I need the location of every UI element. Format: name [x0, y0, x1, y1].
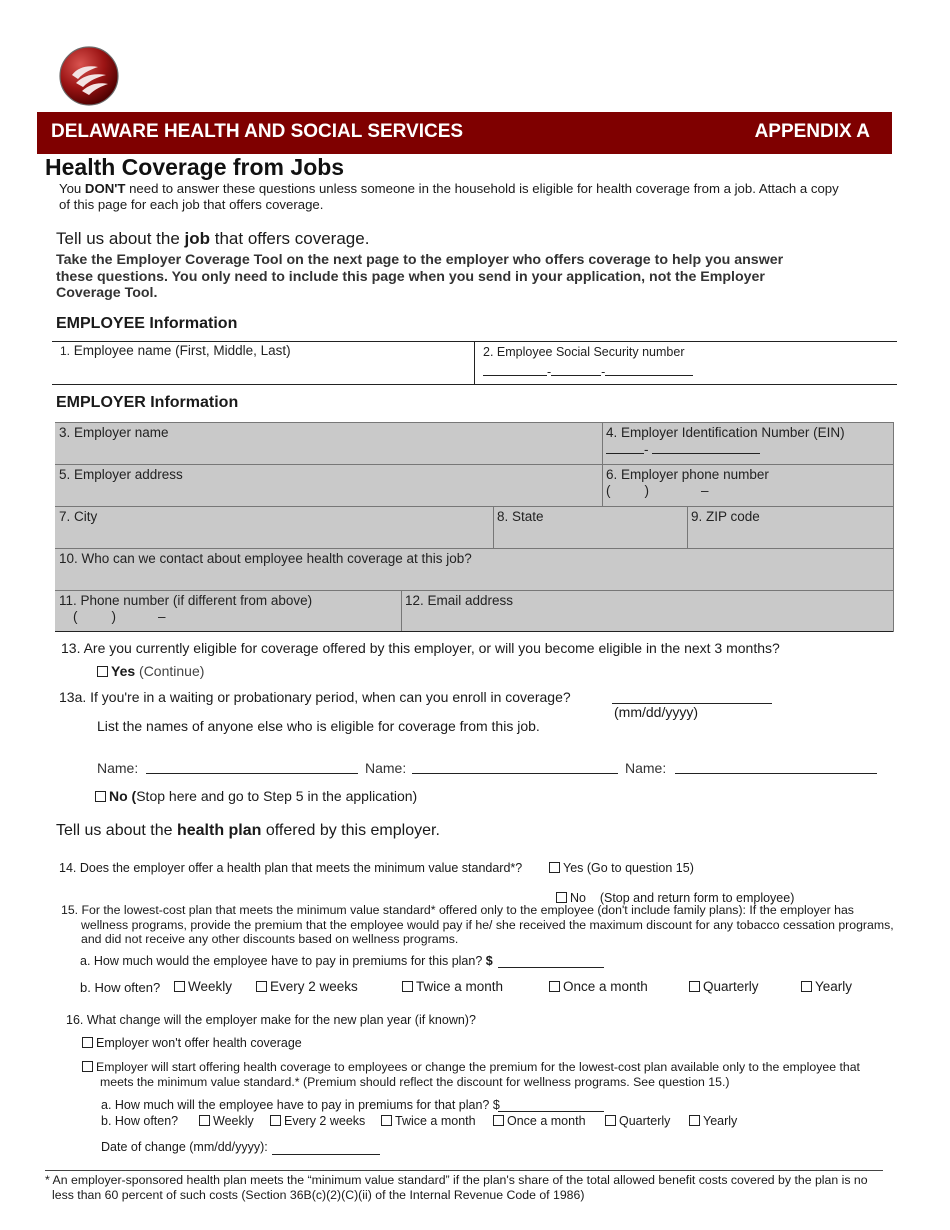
q14-yes-checkbox[interactable] [549, 862, 560, 873]
employer-name-field[interactable]: 3. Employer name [59, 425, 169, 440]
name-3-label: Name: [625, 760, 667, 776]
q16b-quarterly[interactable]: Quarterly [605, 1114, 670, 1128]
q16b-label: b. How often? [101, 1114, 179, 1128]
q15b-twice-a-month[interactable]: Twice a month [402, 979, 503, 994]
checkbox[interactable] [605, 1115, 616, 1126]
q13a-text: 13a. If you're in a waiting or probationary period, when can you enroll in coverage? [59, 689, 571, 705]
q13-text: 13. Are you currently eligible for coverage offered by this employer, or will you become eligible in the next 3 months? [61, 640, 780, 656]
checkbox[interactable] [270, 1115, 281, 1126]
checkbox[interactable] [493, 1115, 504, 1126]
q16b-yearly[interactable]: Yearly [689, 1114, 737, 1128]
employee-name-field[interactable]: 1. Employee name (First, Middle, Last) [60, 343, 291, 358]
q16-date-label: Date of change (mm/dd/yyyy): [101, 1140, 268, 1154]
page-title: Health Coverage from Jobs [45, 154, 345, 180]
checkbox[interactable] [174, 981, 185, 992]
employer-phone-field[interactable]: 6. Employer phone number ( ) – [606, 467, 769, 498]
checkbox[interactable] [689, 981, 700, 992]
checkbox[interactable] [256, 981, 267, 992]
checkbox[interactable] [82, 1061, 93, 1072]
employer-heading: EMPLOYER Information [56, 394, 239, 411]
job-section-heading: Tell us about the job that offers coverage. [56, 229, 370, 248]
plan-section-heading: Tell us about the health plan offered by this employer. [56, 822, 440, 839]
dhss-logo-icon [58, 45, 120, 107]
q15a-text: a. How much would the employee have to pay in premiums for this plan? $ [80, 954, 493, 968]
checkbox[interactable] [82, 1037, 93, 1048]
q15b-yearly[interactable]: Yearly [801, 979, 852, 994]
footnote: * An employer-sponsored health plan meets the “minimum value standard” if the plan's share of the total allowed benefit costs covered by the plan is no less than 60 percent of such costs (Section 36B(c)(2)(C)(ii) of the Internal Revenue Code of 1986) [45, 1173, 868, 1202]
employee-heading: EMPLOYEE Information [56, 315, 238, 332]
checkbox[interactable] [689, 1115, 700, 1126]
q16b-once-a-month[interactable]: Once a month [493, 1114, 586, 1128]
q15b-weekly[interactable]: Weekly [174, 979, 232, 994]
q16b-twice-a-month[interactable]: Twice a month [381, 1114, 476, 1128]
q14-yes-option[interactable]: Yes (Go to question 15) [549, 860, 694, 876]
name-1-label: Name: [97, 760, 139, 776]
q13-yes-option[interactable]: Yes (Continue) [97, 663, 204, 679]
q16-date-input[interactable] [272, 1140, 380, 1155]
agency-name: DELAWARE HEALTH AND SOCIAL SERVICES [51, 121, 464, 142]
q15-text: 15. For the lowest-cost plan that meets the minimum value standard* offered only to the employee (don't include family plans): If the employer has wellness programs, provide the premium that the employee would pay if he/ she received the maximum discount for any tobacco cessation programs, and did not receive any other discounts based on wellness programs. [61, 903, 894, 946]
name-1-input[interactable] [146, 758, 358, 774]
appendix-label: APPENDIX A [754, 121, 870, 142]
q15b-once-a-month[interactable]: Once a month [549, 979, 648, 994]
checkbox[interactable] [402, 981, 413, 992]
name-2-input[interactable] [412, 758, 618, 774]
q16a-text: a. How much will the employee have to pay in premiums for that plan? $ [101, 1098, 500, 1112]
employee-ssn-field[interactable]: 2. Employee Social Security number - - [479, 342, 894, 384]
state-field[interactable]: 8. State [497, 509, 544, 524]
employer-ein-field[interactable]: 4. Employer Identification Number (EIN) - [606, 425, 845, 457]
header-banner [37, 112, 892, 154]
q16-text: 16. What change will the employer make for the new plan year (if known)? [66, 1013, 476, 1027]
intro-text: You DON'T need to answer these questions unless someone in the household is eligible for health coverage from a job. Attach a copy of this page for each job that offers coverage. [59, 181, 839, 212]
q15b-quarterly[interactable]: Quarterly [689, 979, 759, 994]
contact-person-field[interactable]: 10. Who can we contact about employee health coverage at this job? [59, 551, 472, 566]
q16b-weekly[interactable]: Weekly [199, 1114, 254, 1128]
employer-address-field[interactable]: 5. Employer address [59, 467, 183, 482]
contact-email-field[interactable]: 12. Email address [405, 593, 514, 608]
q16a-premium-input[interactable] [498, 1097, 604, 1112]
q13-yes-checkbox[interactable] [97, 666, 108, 677]
q13-list-text: List the names of anyone else who is eligible for coverage from this job. [97, 718, 540, 734]
checkbox[interactable] [801, 981, 812, 992]
name-3-input[interactable] [675, 758, 877, 774]
q13a-date-input[interactable] [612, 688, 772, 704]
job-instructions: Take the Employer Coverage Tool on the next page to the employer who offers coverage to help you answer these questions. You only need to include this page when you send in your application, not the Employer Coverage Tool. [56, 252, 784, 301]
q15b-every-2-weeks[interactable]: Every 2 weeks [256, 979, 358, 994]
q15b-label: b. How often? [80, 980, 161, 995]
q14-no-option[interactable]: No (Stop and return form to employee) [549, 874, 794, 906]
intro-dont: DON'T [84, 181, 126, 196]
q16-no-coverage-option[interactable]: Employer won't offer health coverage [82, 1036, 302, 1050]
q16-change-option[interactable]: Employer will start offering health coverage to employees or change the premium for the lowest-cost plan available only to the employee that meets the minimum value standard.* (Premium should reflect the discount for wellness programs. See question 15.) [82, 1060, 922, 1089]
q16b-every-2-weeks[interactable]: Every 2 weeks [270, 1114, 365, 1128]
q13a-date-format: (mm/dd/yyyy) [614, 704, 698, 720]
q14-no-checkbox[interactable] [556, 892, 567, 903]
checkbox[interactable] [549, 981, 560, 992]
zip-field[interactable]: 9. ZIP code [691, 509, 760, 524]
city-field[interactable]: 7. City [59, 509, 98, 524]
name-2-label: Name: [365, 760, 407, 776]
q13-no-checkbox[interactable] [95, 791, 106, 802]
contact-phone-field[interactable]: 11. Phone number (if different from above) ( ) – [59, 593, 313, 624]
q13-no-option[interactable]: No (Stop here and go to Step 5 in the application) [95, 788, 417, 804]
q14-text: 14. Does the employer offer a health plan that meets the minimum value standard*? [59, 861, 523, 875]
checkbox[interactable] [381, 1115, 392, 1126]
checkbox[interactable] [199, 1115, 210, 1126]
q15a-premium-input[interactable] [498, 953, 604, 968]
